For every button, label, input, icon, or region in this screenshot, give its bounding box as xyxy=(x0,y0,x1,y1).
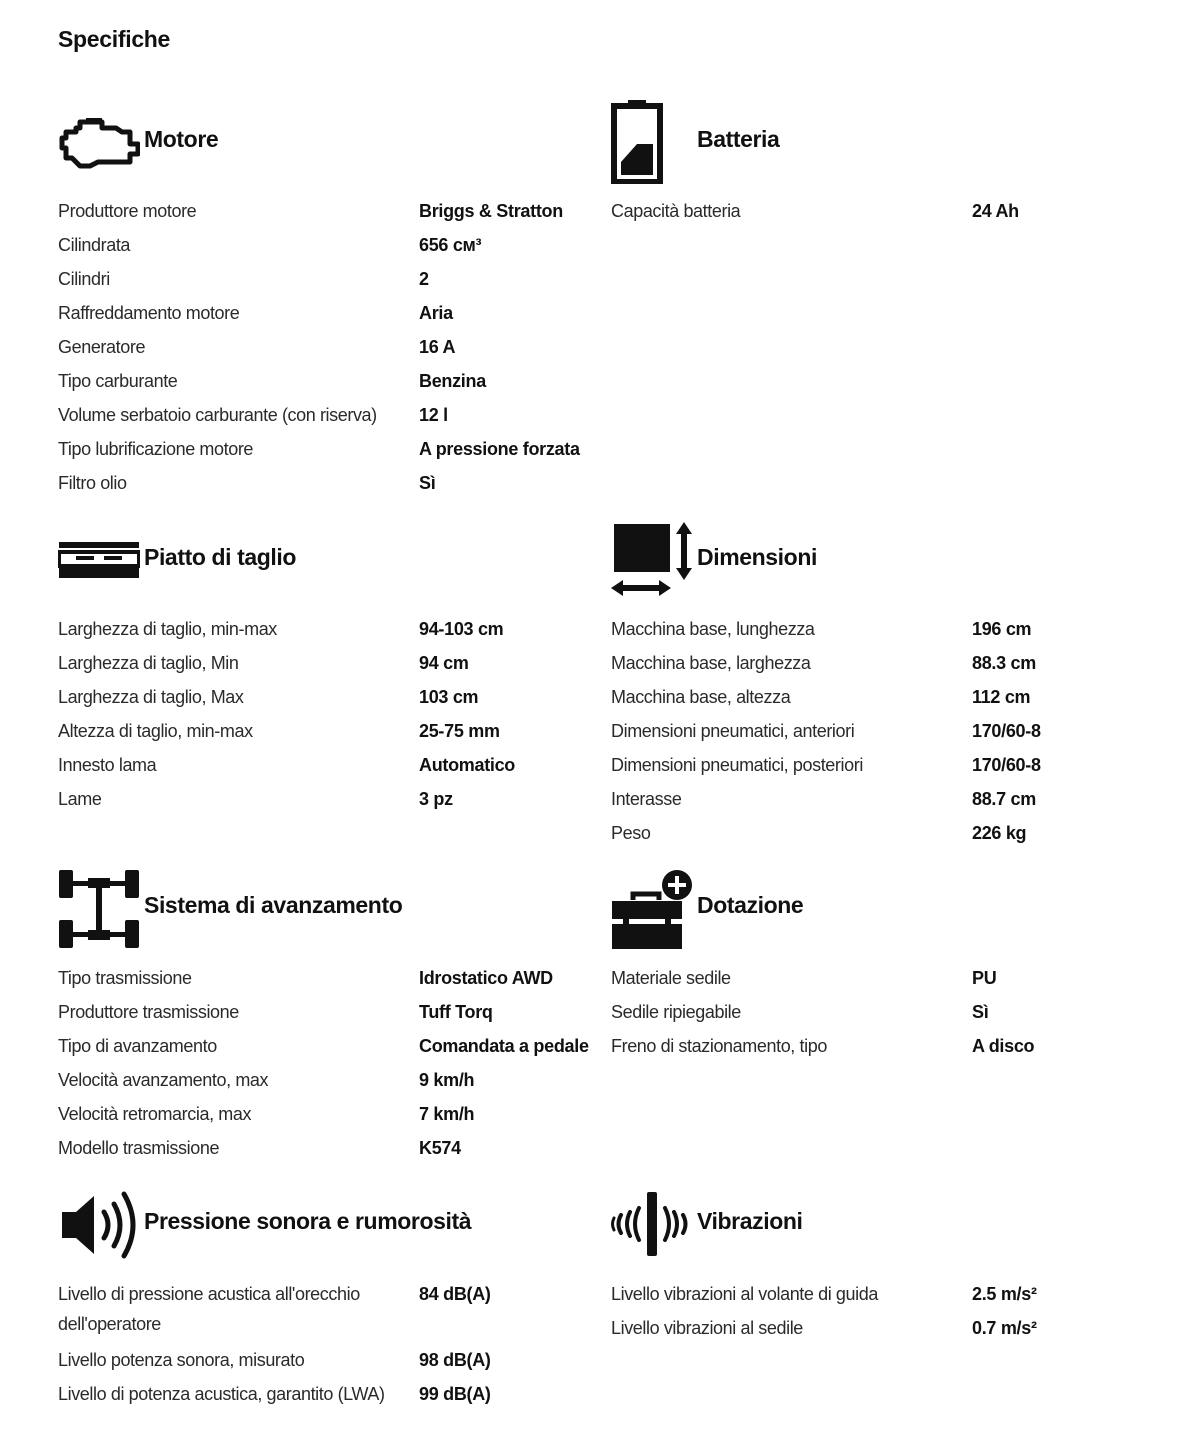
spec-value: Idrostatico AWD xyxy=(419,968,553,988)
spec-label: Dimensioni pneumatici, posteriori xyxy=(611,755,863,775)
spec-value: K574 xyxy=(419,1138,461,1158)
spec-label: Larghezza di taglio, Max xyxy=(58,687,244,707)
spec-value: Aria xyxy=(419,303,453,323)
spec-label: Cilindri xyxy=(58,269,110,289)
spec-row xyxy=(58,230,588,264)
spec-value: 2 xyxy=(419,269,429,289)
spec-row xyxy=(611,196,1141,230)
section-header xyxy=(611,96,1141,186)
spec-label: Raffreddamento motore xyxy=(58,303,240,323)
spec-value: Sì xyxy=(972,1002,989,1022)
spec-row xyxy=(58,682,588,716)
spec-row xyxy=(611,1031,1141,1065)
spec-value: 170/60-8 xyxy=(972,721,1041,741)
spec-list xyxy=(611,1279,1141,1347)
section-dotazione xyxy=(611,864,1141,1056)
section-header xyxy=(58,96,588,186)
spec-row xyxy=(611,818,1141,852)
cutting-deck-icon xyxy=(58,538,140,580)
section-batteria xyxy=(611,96,1141,221)
spec-row xyxy=(611,614,1141,648)
spec-value: 24 Ah xyxy=(972,201,1019,221)
spec-label: Macchina base, lunghezza xyxy=(611,619,815,639)
spec-row xyxy=(611,963,1141,997)
spec-label: Larghezza di taglio, min-max xyxy=(58,619,277,639)
spec-row xyxy=(611,1313,1141,1347)
section-dimensioni xyxy=(611,514,1141,843)
spec-value: 16 A xyxy=(419,337,456,357)
section-title: Dimensioni xyxy=(697,544,817,570)
spec-row xyxy=(58,196,588,230)
spec-row xyxy=(58,434,588,468)
spec-value: 9 km/h xyxy=(419,1070,475,1090)
spec-label: Altezza di taglio, min-max xyxy=(58,721,253,741)
toolbox-plus-icon xyxy=(611,868,695,950)
spec-row xyxy=(58,750,588,784)
spec-value: 2.5 m/s² xyxy=(972,1284,1037,1304)
spec-value: A disco xyxy=(972,1036,1035,1056)
section-vibrazioni xyxy=(611,1180,1141,1338)
section-title: Piatto di taglio xyxy=(144,544,297,570)
spec-row xyxy=(58,963,588,997)
spec-label: Lame xyxy=(58,789,102,809)
speaker-icon xyxy=(58,1190,142,1260)
engine-icon xyxy=(58,118,140,170)
spec-value: 84 dB(A) xyxy=(419,1284,491,1304)
spec-value: Automatico xyxy=(419,755,516,775)
spec-row xyxy=(58,1031,588,1065)
spec-label: Peso xyxy=(611,823,651,843)
vibration-icon xyxy=(611,1190,695,1260)
spec-label: Livello potenza sonora, misurato xyxy=(58,1350,305,1370)
spec-label: Tipo carburante xyxy=(58,371,178,391)
spec-label: Dimensioni pneumatici, anteriori xyxy=(611,721,855,741)
section-motore xyxy=(58,96,588,493)
spec-label: Velocità retromarcia, max xyxy=(58,1104,252,1124)
spec-value: 170/60-8 xyxy=(972,755,1041,775)
section-header xyxy=(58,864,588,954)
spec-value: 103 cm xyxy=(419,687,479,707)
spec-row xyxy=(58,997,588,1031)
spec-label: Macchina base, altezza xyxy=(611,687,791,707)
drivetrain-icon xyxy=(58,868,142,950)
spec-value: Comandata a pedale xyxy=(419,1036,589,1056)
spec-row xyxy=(58,400,588,434)
spec-label: Volume serbatoio carburante (con riserva) xyxy=(58,405,377,425)
spec-label: Velocità avanzamento, max xyxy=(58,1070,269,1090)
spec-label: Modello trasmissione xyxy=(58,1138,220,1158)
spec-label: Interasse xyxy=(611,789,682,809)
spec-row xyxy=(611,997,1141,1031)
spec-list xyxy=(58,196,588,502)
section-title: Motore xyxy=(144,126,219,152)
spec-list xyxy=(58,963,588,1167)
spec-value: 88.3 cm xyxy=(972,653,1036,673)
section-avanzamento xyxy=(58,864,589,1158)
spec-label: Produttore motore xyxy=(58,201,197,221)
spec-row xyxy=(58,614,588,648)
spec-row xyxy=(611,716,1141,750)
spec-value: Sì xyxy=(419,473,436,493)
spec-label: Capacità batteria xyxy=(611,201,741,221)
spec-row xyxy=(58,298,588,332)
spec-row xyxy=(58,468,588,502)
spec-value: 0.7 m/s² xyxy=(972,1318,1037,1338)
spec-row xyxy=(58,1133,588,1167)
section-header xyxy=(58,1180,588,1270)
spec-value: 88.7 cm xyxy=(972,789,1036,809)
spec-value: A pressione forzata xyxy=(419,439,580,459)
spec-value: 7 km/h xyxy=(419,1104,475,1124)
spec-label: Freno di stazionamento, tipo xyxy=(611,1036,827,1056)
spec-value: 3 pz xyxy=(419,789,453,809)
spec-value: Tuff Torq xyxy=(419,1002,493,1022)
spec-row xyxy=(611,682,1141,716)
spec-row xyxy=(58,1379,588,1413)
spec-row xyxy=(58,1065,588,1099)
spec-row xyxy=(611,784,1141,818)
spec-list xyxy=(611,963,1141,1065)
spec-row xyxy=(58,1345,588,1379)
dimensions-icon xyxy=(611,522,695,598)
spec-label: Livello di pressione acustica all'orecchio dell'operatore xyxy=(58,1284,360,1334)
spec-list xyxy=(611,196,1141,230)
spec-row xyxy=(58,366,588,400)
spec-label: Produttore trasmissione xyxy=(58,1002,239,1022)
section-title: Pressione sonora e rumorosità xyxy=(144,1208,472,1234)
spec-list xyxy=(58,614,588,818)
spec-label: Innesto lama xyxy=(58,755,157,775)
spec-row xyxy=(58,784,588,818)
spec-row xyxy=(58,1099,588,1133)
spec-value: 12 l xyxy=(419,405,448,425)
page-title: Specifiche xyxy=(58,26,171,52)
spec-value: 196 cm xyxy=(972,619,1032,639)
spec-label: Filtro olio xyxy=(58,473,127,493)
section-piatto xyxy=(58,514,588,809)
spec-row xyxy=(611,648,1141,682)
section-title: Batteria xyxy=(697,126,780,152)
spec-value: Briggs & Stratton xyxy=(419,201,563,221)
spec-row xyxy=(58,648,588,682)
spec-label: Materiale sedile xyxy=(611,968,731,988)
spec-value: 99 dB(A) xyxy=(419,1384,491,1404)
spec-list xyxy=(58,1279,588,1413)
section-header xyxy=(611,864,1141,954)
spec-label: Sedile ripiegabile xyxy=(611,1002,741,1022)
spec-value: 98 dB(A) xyxy=(419,1350,491,1370)
spec-value: 656 см³ xyxy=(419,235,482,255)
spec-row xyxy=(58,264,588,298)
spec-row xyxy=(611,1279,1141,1313)
spec-label: Larghezza di taglio, Min xyxy=(58,653,239,673)
spec-row xyxy=(58,716,588,750)
section-title: Sistema di avanzamento xyxy=(144,892,403,918)
section-header xyxy=(611,1180,1141,1270)
spec-label: Livello vibrazioni al volante di guida xyxy=(611,1284,878,1304)
section-header xyxy=(611,514,1141,604)
spec-row xyxy=(58,332,588,366)
spec-label: Cilindrata xyxy=(58,235,131,255)
section-sonora xyxy=(58,1180,588,1404)
spec-label: Tipo di avanzamento xyxy=(58,1036,217,1056)
section-title: Vibrazioni xyxy=(697,1208,803,1234)
section-header xyxy=(58,514,588,604)
spec-value: 94-103 cm xyxy=(419,619,504,639)
spec-label: Tipo lubrificazione motore xyxy=(58,439,254,459)
spec-value: 112 cm xyxy=(972,687,1031,707)
spec-label: Livello di potenza acustica, garantito (LWA) xyxy=(58,1384,385,1404)
spec-label: Tipo trasmissione xyxy=(58,968,192,988)
spec-value: 25-75 mm xyxy=(419,721,500,741)
spec-value: 226 kg xyxy=(972,823,1027,843)
spec-list xyxy=(611,614,1141,852)
section-title: Dotazione xyxy=(697,892,804,918)
spec-row xyxy=(58,1279,588,1345)
spec-label: Generatore xyxy=(58,337,146,357)
spec-row xyxy=(611,750,1141,784)
spec-value: Benzina xyxy=(419,371,486,391)
spec-value: 94 cm xyxy=(419,653,469,673)
spec-label: Macchina base, larghezza xyxy=(611,653,811,673)
battery-icon xyxy=(611,100,663,184)
spec-value: PU xyxy=(972,968,997,988)
spec-label: Livello vibrazioni al sedile xyxy=(611,1318,803,1338)
